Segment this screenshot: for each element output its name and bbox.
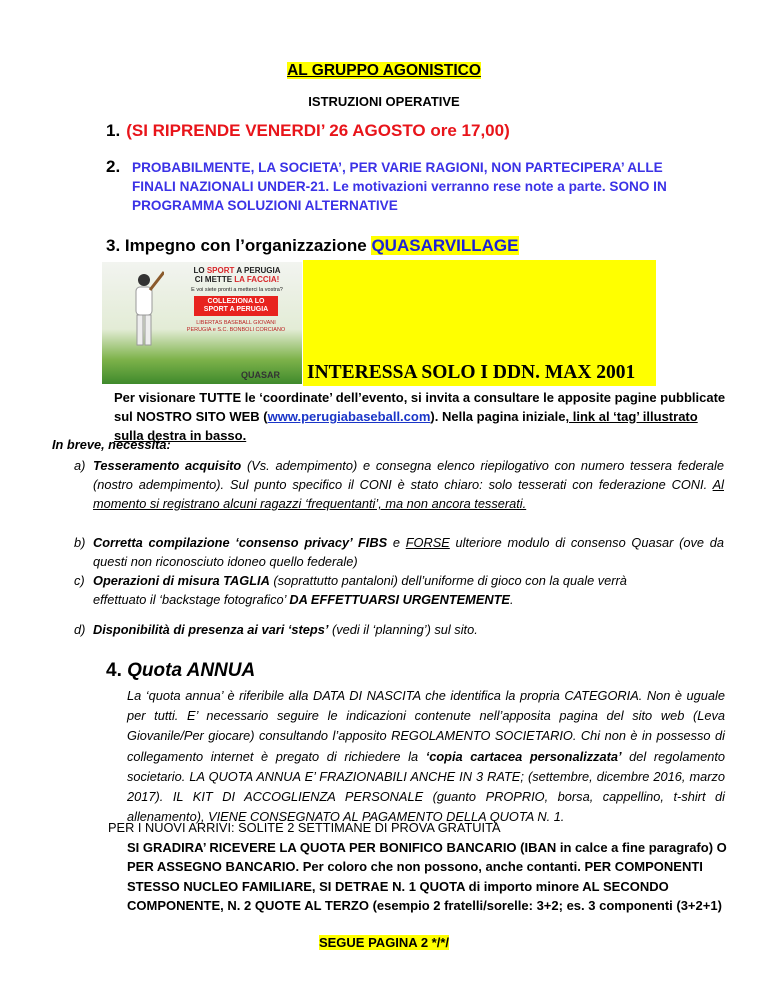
item-4 [106,660,255,682]
item-2-text: PROBABILMENTE, LA SOCIETA’, PER VARIE RAGIONI, NON PARTECIPERA’ ALLE FINALI NAZIONALI UNDER-21. Le motivazioni verranno rese note a parte. SONO IN PROGRAMMA SOLUZIONI ALTERNATIVE [132,160,667,213]
yellow-banner-text: INTERESSA SOLO I DDN. MAX 2001 [307,362,636,383]
list-item-b: b) Corretta compilazione ‘consenso privacy’ FIBS e FORSE ulteriore modulo di consenso Quasar (ove da questi non riconosciuto idoneo quello federale) [74,535,724,569]
payment-paragraph: SI GRADIRA’ RICEVERE LA QUOTA PER BONIFICO BANCARIO (IBAN in calce a fine paragrafo) O PER ASSEGNO BANCARIO. Per coloro che non possono, anche contanti. PER COMPONENTI STESSO NUCLEO FAMILIARE, SI DETRAE N. 1 QUOTA di importo minore AL SECONDO COMPONENTE, N. 2 QUOTE AL TERZO (esempio 2 fratelli/sorelle: 3+2; es. 3 componenti (3+2+1) [127,840,727,913]
visit-paragraph: Per visionare TUTTE le ‘coordinate’ dell’evento, si invita a consultare le apposite pagine pubblicate sul NOSTRO SITO WEB (www.perugiabaseball.com). Nella pagina iniziale, link al ‘tag’ illustrato sulla destra in basso. [114,390,726,443]
brief-heading: In breve, necessita: [52,437,171,452]
footer-continue-text: SEGUE PAGINA 2 */*/ [318,935,450,950]
website-link[interactable]: www.perugiabaseball.com [267,409,431,424]
promo-badge: COLLEZIONA LO SPORT A PERUGIA [194,296,278,316]
quasar-logo: QUASAR [240,370,280,380]
item-1 [106,121,510,141]
footer-continue [0,935,768,950]
promo-headline: LO SPORT A PERUGIA CI METTE LA FACCIA! E voi siete pronti a metterci la vostra? [191,266,283,293]
page-subtitle: ISTRUZIONI OPERATIVE [308,94,460,109]
item-3-number: 3. [106,236,121,255]
item-2-number: 2. [106,157,121,176]
item-3-text: Impegno con l’organizzazione [124,236,367,255]
page-title [0,62,768,80]
page-title-text: AL GRUPPO AGONISTICO [287,62,481,79]
item-3 [106,236,519,256]
item-2 [106,158,706,215]
list-item-c: c) Operazioni di misura TAGLIA (soprattutto pantaloni) dell’uniforme di gioco con la quale verrà effettuato il ‘backstage fotografico’ DA EFFETTUARSI URGENTEMENTE. [74,573,627,607]
item-1-text: (SI RIPRENDE VENERDI’ 26 AGOSTO ore 17,00) [126,121,510,140]
yellow-banner [303,260,656,386]
item-3-highlight: QUASARVILLAGE [371,236,519,255]
item-4-text: Quota ANNUA [127,660,256,681]
list-item-a: a) Tesseramento acquisito (Vs. adempimento) e consegna elenco riepilogativo con numero tessera federale (nostro adempimento). Sul punto specifico il CONI è stato chiaro: solo tesserati con federazione CONI. Al momento si registrano alcuni ragazzi ‘frequentanti’, ma non ancora tesserati. [74,458,725,511]
new-arrivals-note: PER I NUOVI ARRIVI: SOLITE 2 SETTIMANE DI PROVA GRATUITA [108,820,501,835]
promo-clubs: LIBERTAS BASEBALL GIOVANI PERUGIA e S.C. BONBOLI CORCIANO [186,320,286,333]
list-item-d: d) Disponibilità di presenza ai vari ‘steps’ (vedi il ‘planning’) sul sito. [74,622,478,637]
item-4-number: 4. [106,660,122,681]
item-1-number: 1. [106,121,121,140]
quota-paragraph: La ‘quota annua’ è riferibile alla DATA DI NASCITA che identifica la propria CATEGORIA. Non è uguale per tutti. E’ necessario seguire le indicazioni contenute nell’apposita pagina del sito web (Leva Giovanile/Per giocare) consultando l’apposito REGOLAMENTO SOCIETARIO. Chi non è in possesso di collegamento internet è pregato di richiedere la ‘copia cartacea personalizzata’ del regolamento societario. LA QUOTA ANNUA E’ FRAZIONABILI ANCHE IN 3 RATE; (settembre, dicembre 2016, marzo 2017). IL KIT DI ACCOGLIENZA PERSONALE (guanto PROPRIO, borsa, cappellino, t-shirt di allenamento), VIENE CONSEGNATO AL PAGAMENTO DELLA QUOTA N. 1. [127,688,726,825]
baseball-player-icon [120,270,164,362]
promo-image [102,262,302,384]
